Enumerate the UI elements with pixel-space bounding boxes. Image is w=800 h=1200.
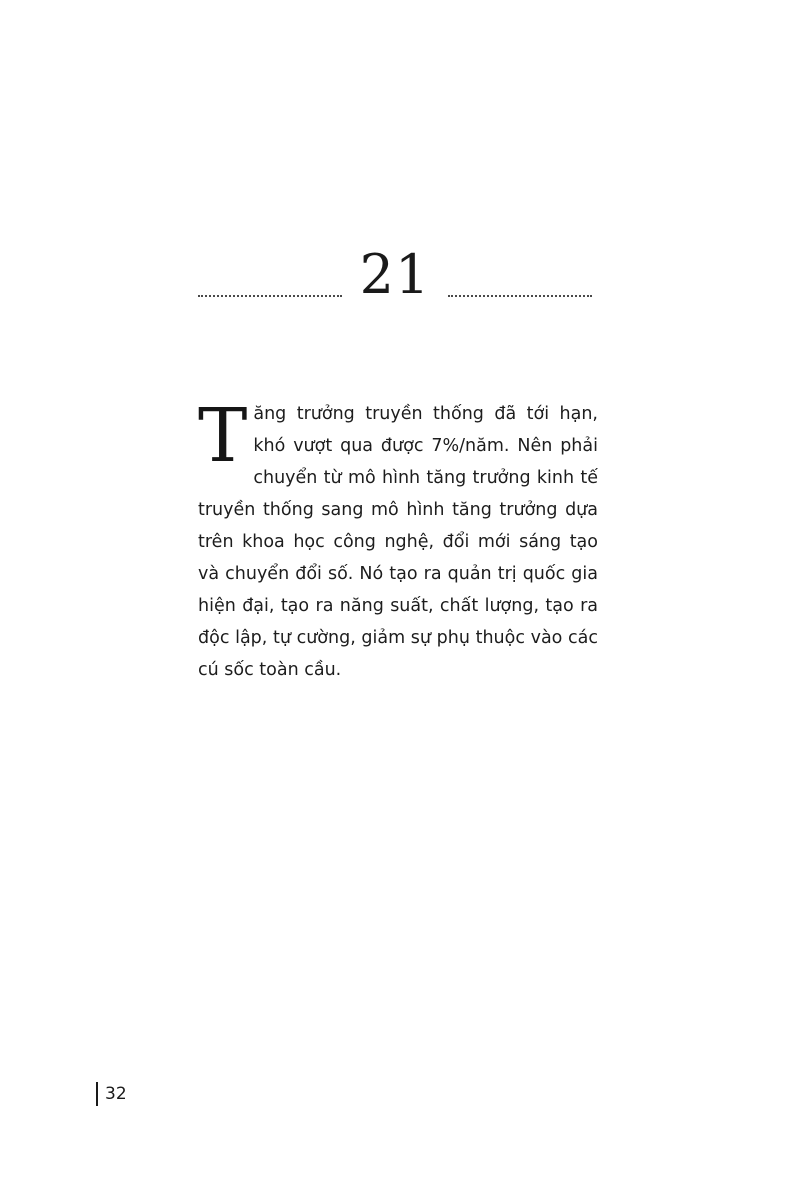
body-paragraph xyxy=(198,393,598,686)
body-paragraph-text: ăng trưởng truyền thống đã tới hạn, khó vượt qua được 7%/năm. Nên phải chuyển từ mô hình tăng trưởng kinh tế truyền thống sang mô hình tăng trưởng dựa trên khoa học công nghệ, đổi mới sáng tạo và chuyển đổi số. Nó tạo ra quản trị quốc gia hiện đại, tạo ra năng suất, chất lượng, tạo ra độc lập, tự cường, giảm sự phụ thuộc vào các cú sốc toàn cầu. xyxy=(198,404,598,680)
drop-cap: T xyxy=(198,393,248,479)
chapter-number: 21 xyxy=(359,243,431,306)
chapter-heading xyxy=(198,243,592,306)
dotted-rule-left xyxy=(198,295,342,297)
dotted-rule-right xyxy=(448,295,592,297)
folio-rule xyxy=(96,1082,98,1106)
body-text-block xyxy=(198,393,598,686)
page-number: 32 xyxy=(105,1083,127,1104)
folio xyxy=(96,1082,127,1106)
